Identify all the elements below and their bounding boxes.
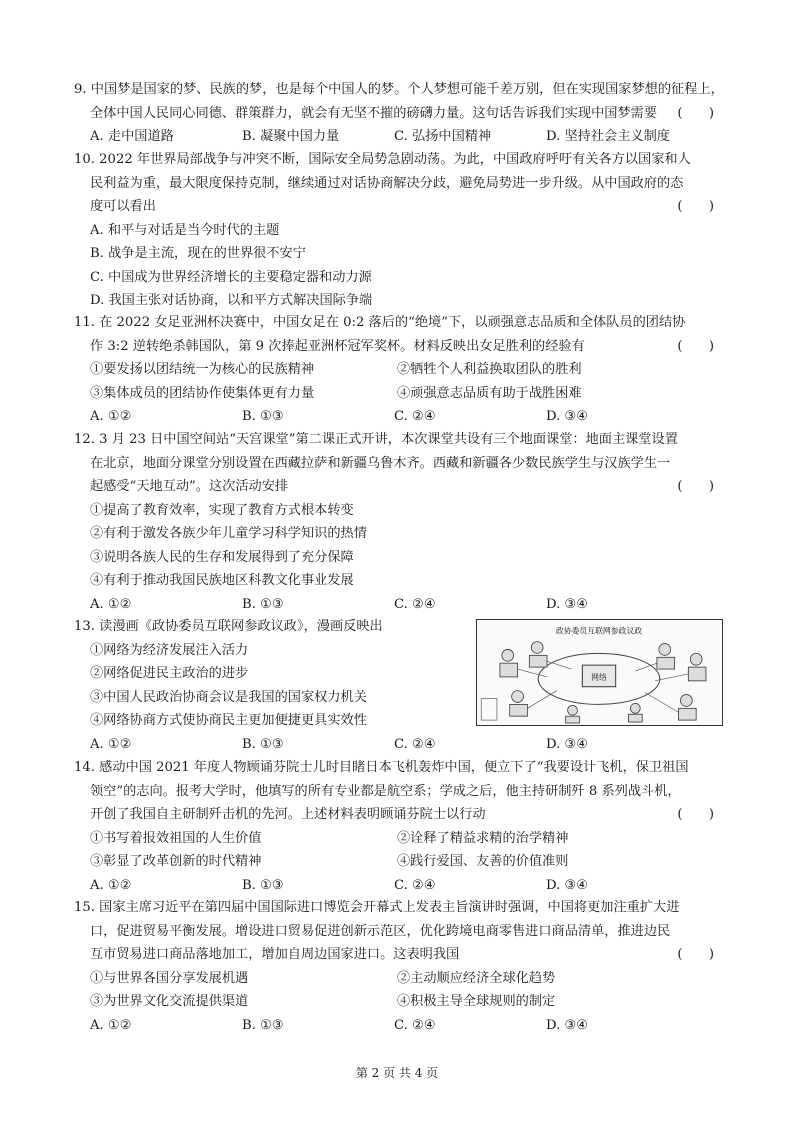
item-2: ②网络促进民主政治的进步: [90, 666, 249, 681]
option-d: D. ③④: [546, 877, 589, 893]
item-1: ①与世界各国分享发展机遇: [90, 970, 249, 986]
item-1: ①书写着报效祖国的人生价值: [90, 830, 262, 846]
cartoon-center-label: 网络: [591, 672, 607, 682]
cartoon-title: 政协委员互联网参政议政: [555, 626, 643, 636]
q14-options: [74, 874, 724, 898]
item-4: ④积极主导全球规则的制定: [397, 994, 556, 1009]
item-3: ③为世界文化交流提供渠道: [90, 994, 249, 1009]
option-a: A. ①②: [90, 736, 132, 752]
question-10: [74, 148, 724, 313]
item-2: ②牺牲个人利益换取团队的胜利: [397, 362, 582, 377]
question-12: [74, 428, 724, 616]
item-3: ③集体成员的团结协作使集体更有力量: [90, 385, 315, 401]
q10-line-3: 度可以看出 ( ): [74, 195, 724, 219]
cartoon-drawing: [477, 620, 722, 725]
q11-line-2: 作 3:2 逆转绝杀韩国队，第 9 次捧起亚洲杯冠军奖杯。材料反映出女足胜利的经验有 ( ): [74, 335, 724, 359]
answer-paren: ( ): [677, 479, 714, 494]
option-b: B. ①③: [242, 409, 284, 424]
q11-items-row-1: [74, 358, 724, 382]
q14-items-row-1: [74, 827, 724, 851]
option-a: A. ①②: [90, 877, 132, 893]
option-a: A. 走中国道路: [90, 129, 174, 144]
option-a: A. 和平与对话是当今时代的主题: [90, 222, 280, 238]
option-c: C. ②④: [394, 877, 436, 893]
item-3: ③彰显了改革创新的时代精神: [90, 854, 262, 869]
q12-line-3: 起感受“天地互动”。这次活动安排 ( ): [74, 475, 724, 499]
question-11: [74, 311, 724, 429]
answer-paren: ( ): [677, 338, 714, 354]
item-3: ③说明各族人民的生存和发展得到了充分保障: [90, 549, 354, 565]
item-3: ③中国人民政治协商会议是我国的国家权力机关: [90, 689, 367, 705]
q12-options: [74, 593, 724, 617]
q15-options: [74, 1014, 724, 1038]
item-1: ①要发扬以团结统一为核心的民族精神: [90, 362, 315, 377]
option-c: C. ②④: [394, 596, 436, 612]
item-1: ①提高了教育效率，实现了教育方式根本转变: [90, 502, 354, 518]
q11-line-1: 11. 在 2022 女足亚洲杯决赛中，中国女足在 0:2 落后的“绝境”下，以顽强意志品质和全体队员的团结协: [74, 315, 686, 330]
item-4: ④践行爱国、友善的价值准则: [397, 854, 569, 869]
option-c: C. ②④: [394, 409, 436, 424]
option-a: A. ①②: [90, 596, 132, 612]
q14-line-2: 领空”的志向。报考大学时，他填写的所有专业都是航空系；学成之后，他主持研制歼 8 系列战斗机，: [90, 783, 681, 799]
item-2: ②主动顺应经济全球化趋势: [397, 970, 556, 986]
answer-paren: ( ): [677, 105, 714, 121]
q13-line-1: 13. 读漫画《政协委员互联网参政议政》，漫画反映出: [74, 615, 724, 639]
q15-line-1: 15. 国家主席习近平在第四届中国国际进口博览会开幕式上发表主旨演讲时强调，中国将更加注重扩大进: [74, 900, 680, 915]
item-4: ④网络协商方式使协商民主更加便捷更具实效性: [90, 713, 367, 728]
option-c: C. 中国成为世界经济增长的主要稳定器和动力源: [90, 269, 372, 285]
question-15: [74, 896, 724, 1037]
option-b: B. ①③: [242, 877, 284, 893]
answer-paren: ( ): [677, 199, 714, 214]
cartoon-image: [476, 619, 723, 726]
q9-options: [74, 125, 724, 149]
item-4: ④顽强意志品质有助于战胜困难: [397, 385, 582, 401]
q10-line-2: 民利益为重，最大限度保持克制，继续通过对话协商解决分歧，避免局势进一步升级。从中国政府的态: [90, 175, 684, 191]
option-d: D. ③④: [546, 736, 589, 752]
option-a: A. ①②: [90, 1017, 132, 1033]
q14-line-3: 开创了我国自主研制歼击机的先河。上述材料表明顾诵芬院士以行动 ( ): [74, 803, 724, 827]
option-b: B. 凝聚中国力量: [242, 129, 340, 144]
option-b: B. 战争是主流，现在的世界很不安宁: [90, 246, 306, 261]
q14-line-1: 14. 感动中国 2021 年度人物顾诵芬院士儿时目睹日本飞机轰炸中国，便立下了“我要设计飞机，保卫祖国: [74, 760, 689, 775]
option-c: C. 弘扬中国精神: [394, 129, 492, 144]
page-footer: 第 2 页 共 4 页: [355, 1066, 439, 1080]
q15-line-3: 互市贸易进口商品落地加工，增加自周边国家进口。这表明我国 ( ): [74, 943, 724, 967]
answer-paren: ( ): [677, 947, 714, 962]
answer-paren: ( ): [677, 807, 714, 822]
q11-items-row-2: [74, 382, 724, 406]
question-14: [74, 756, 724, 897]
option-b: B. ①③: [242, 1017, 284, 1033]
item-4: ④有利于推动我国民族地区科教文化事业发展: [90, 573, 354, 588]
q13-options: [74, 733, 724, 757]
q10-line-1: 10. 2022 年世界局部战争与冲突不断，国际安全局势急剧动荡。为此，中国政府呼吁有关各方以国家和人: [74, 152, 691, 167]
option-c: C. ②④: [394, 736, 436, 752]
item-2: ②诠释了精益求精的治学精神: [397, 830, 569, 846]
option-d: D. 我国主张对话协商，以和平方式解决国际争端: [90, 293, 373, 308]
option-d: D. ③④: [546, 409, 589, 424]
q12-line-2: 在北京，地面分课堂分别设置在西藏拉萨和新疆乌鲁木齐。西藏和新疆各少数民族学生与汉族学生一: [90, 455, 671, 471]
q15-items-row-1: [74, 967, 724, 991]
option-d: D. ③④: [546, 1017, 589, 1033]
q15-line-2: 口，促进贸易平衡发展。增设进口贸易促进创新示范区，优化跨境电商零售进口商品清单，推进边民: [90, 923, 671, 939]
q9-line-1: 9. 中国梦是国家的梦、民族的梦，也是每个中国人的梦。个人梦想可能千差万别，但在实现国家梦想的征程上，: [74, 82, 724, 97]
item-1: ①网络为经济发展注入活力: [90, 642, 249, 658]
q12-line-1: 12. 3 月 23 日中国空间站“天宫课堂”第二课正式开讲，本次课堂共设有三个地面课堂：地面主课堂设置: [74, 432, 678, 447]
option-d: D. 坚持社会主义制度: [546, 129, 670, 144]
q14-items-row-2: [74, 850, 724, 874]
q9-line-2: 全体中国人民同心同德、群策群力，就会有无坚不摧的磅礴力量。这句话告诉我们实现中国梦需要 ( ): [74, 102, 724, 126]
q15-items-row-2: [74, 990, 724, 1014]
question-9: [74, 78, 724, 149]
option-a: A. ①②: [90, 409, 132, 424]
q11-options: [74, 405, 724, 429]
option-c: C. ②④: [394, 1017, 436, 1033]
option-d: D. ③④: [546, 596, 589, 612]
option-b: B. ①③: [242, 736, 284, 752]
option-b: B. ①③: [242, 596, 284, 612]
item-2: ②有利于激发各族少年儿童学习科学知识的热情: [90, 526, 367, 541]
